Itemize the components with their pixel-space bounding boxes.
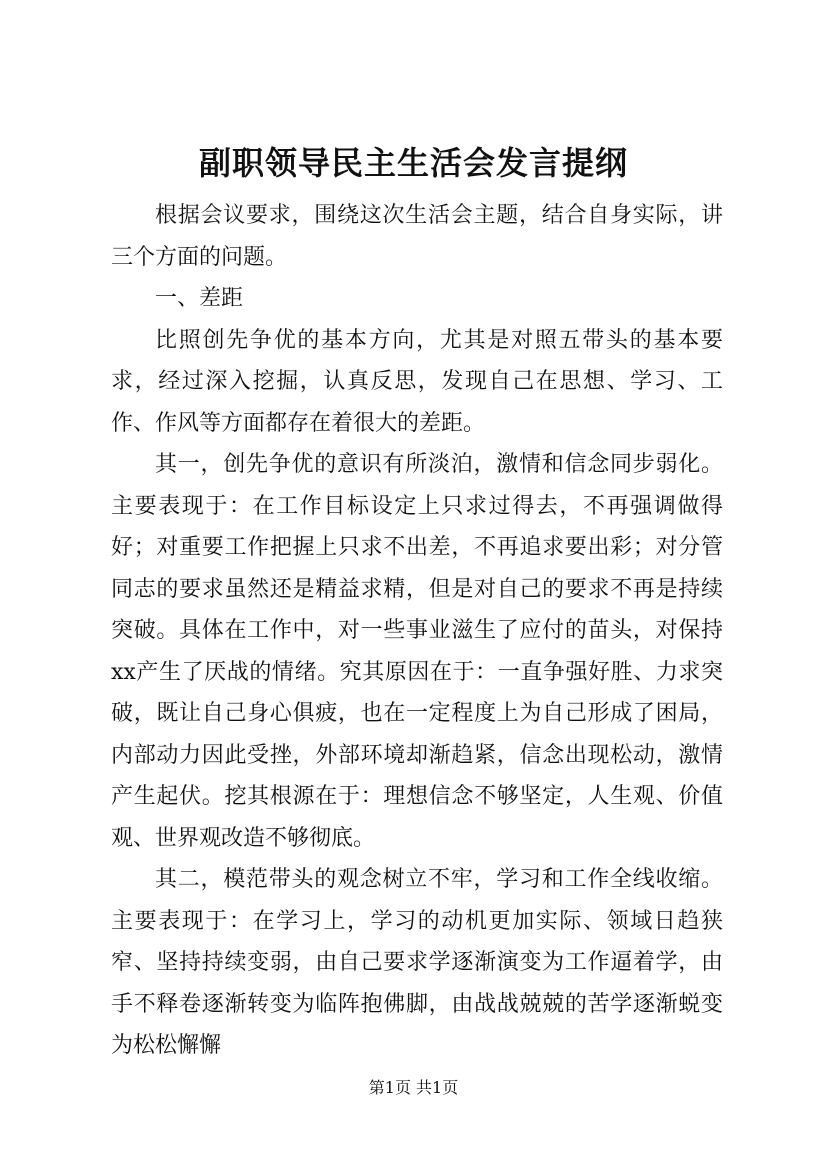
document-title: 副职领导民主生活会发言提纲 — [198, 144, 628, 182]
paragraph-point-two: 其二，模范带头的观念树立不牢，学习和工作全线收缩。主要表现于：在学习上，学习的动机更加实际、领域日趋狭窄、坚持持续变弱，由自己要求学逐渐演变为工作逼着学，由手不释卷逐渐转变为临阵抱佛脚，由战战兢兢的苦学逐渐蜕变为松松懈懈 — [111, 867, 723, 1058]
document-body — [111, 195, 723, 1067]
paragraph-point-one: 其一，创先争优的意识有所淡泊，激情和信念同步弱化。主要表现于：在工作目标设定上只求过得去，不再强调做得好；对重要工作把握上只求不出差，不再追求要出彩；对分管同志的要求虽然还是精益求精，但是对自己的要求不再是持续突破。具体在工作中，对一些事业滋生了应付的苗头，对保持xx产生了厌战的情绪。究其原因在于：一直争强好胜、力求突破，既让自己身心俱疲，也在一定程度上为自己形成了困局，内部动力因此受挫，外部环境却渐趋紧，信念出现松动，激情产生起伏。挖其根源在于：理想信念不够坚定，人生观、价值观、世界观改造不够彻底。 — [111, 452, 723, 851]
section-heading-gap: 一、差距 — [155, 286, 244, 311]
page-footer: 第1页 共1页 — [368, 1078, 459, 1097]
paragraph-gap-overview: 比照创先争优的基本方向，尤其是对照五带头的基本要求，经过深入挖掘，认真反思，发现自己在思想、学习、工作、作风等方面都存在着很大的差距。 — [111, 327, 723, 436]
paragraph-intro: 根据会议要求，围绕这次生活会主题，结合自身实际，讲三个方面的问题。 — [111, 203, 723, 270]
